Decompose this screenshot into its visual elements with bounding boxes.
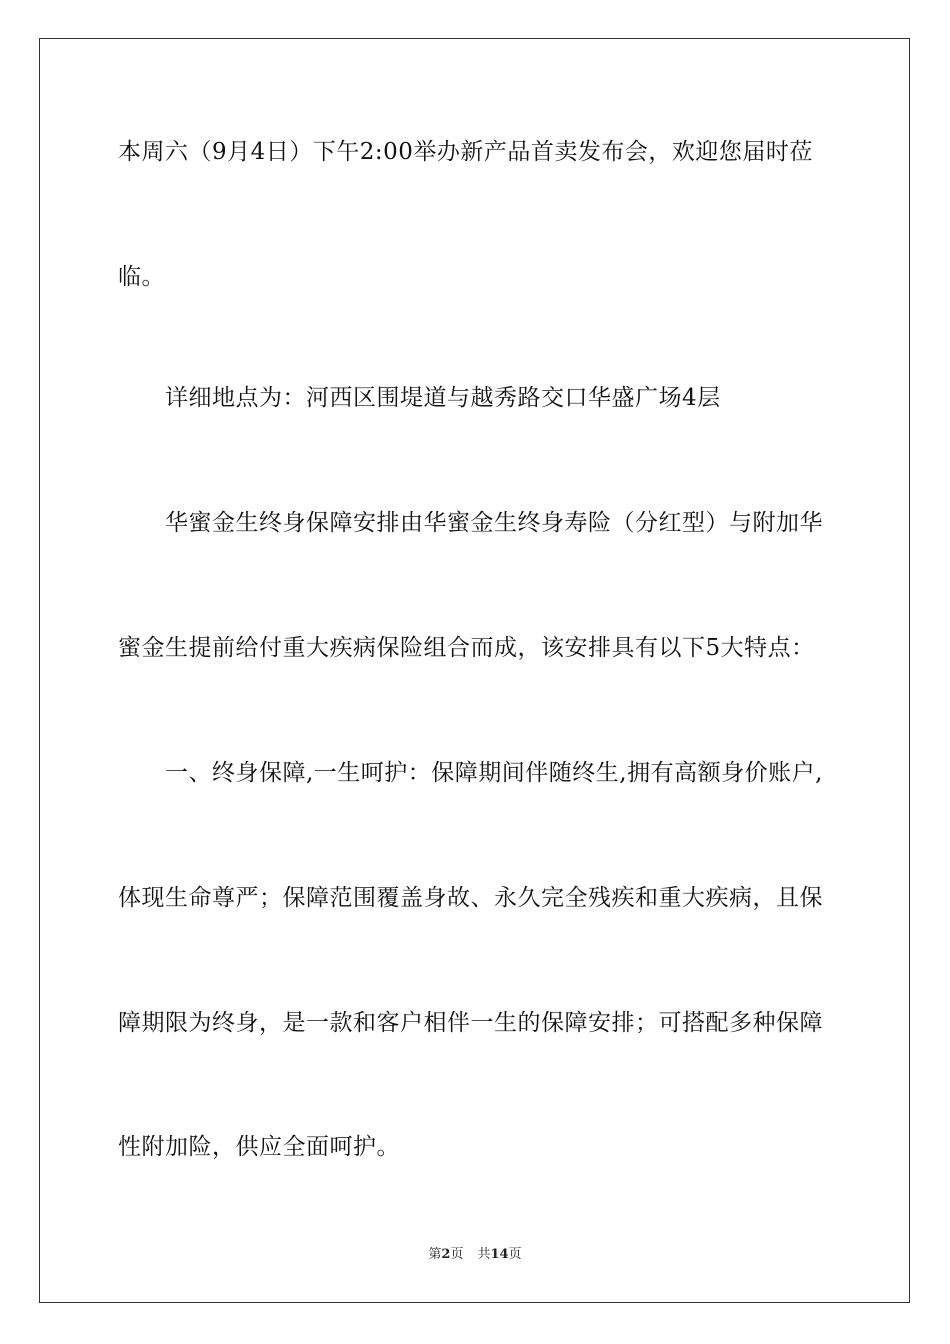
text-line-1: 本周六（9月4日）下午2:00举办新产品首卖发布会，欢迎您届时莅 — [118, 139, 813, 165]
text-line-4: 华蜜金生终身保障安排由华蜜金生终身寿险（分红型）与附加华 — [165, 510, 823, 536]
footer-page-prefix: 第 — [428, 1247, 442, 1262]
text-line-9: 性附加险，供应全面呵护。 — [118, 1134, 400, 1160]
footer-total-unit: 页 — [508, 1247, 522, 1262]
text-line-5: 蜜金生提前给付重大疾病保险组合而成，该安排具有以下5大特点： — [118, 635, 815, 661]
page-footer — [0, 1246, 950, 1264]
text-line-8: 障期限为终身，是一款和客户相伴一生的保障安排；可搭配多种保障 — [118, 1010, 823, 1036]
footer-page-unit: 页 — [450, 1247, 464, 1262]
footer-total-prefix: 共 — [477, 1247, 491, 1262]
text-line-6: 一、终身保障,一生呵护：保障期间伴随终生,拥有高额身价账户, — [165, 760, 823, 786]
footer-total-pages: 14 — [490, 1247, 509, 1262]
text-line-address: 详细地点为：河西区围堤道与越秀路交口华盛广场4层 — [165, 385, 721, 411]
text-line-2: 临。 — [118, 264, 165, 290]
text-line-7: 体现生命尊严；保障范围覆盖身故、永久完全残疾和重大疾病，且保 — [118, 885, 823, 911]
footer-page-number: 2 — [441, 1247, 451, 1262]
